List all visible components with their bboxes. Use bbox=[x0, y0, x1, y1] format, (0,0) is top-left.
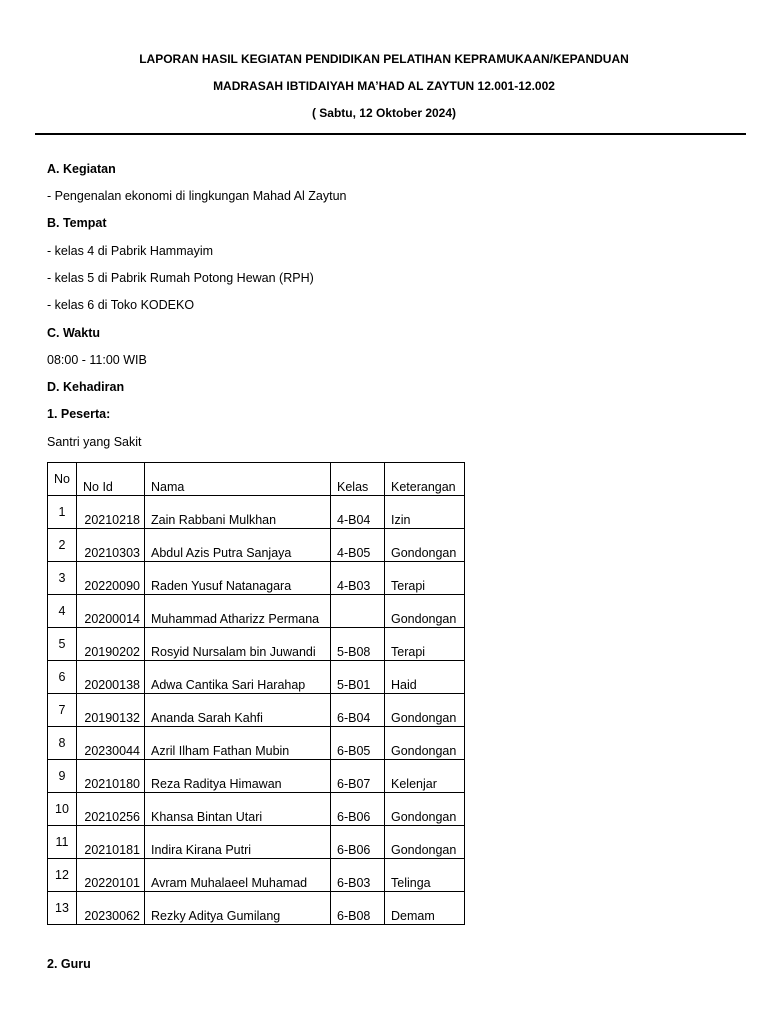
row-no: 12 bbox=[48, 859, 77, 892]
report-title: LAPORAN HASIL KEGIATAN PENDIDIKAN PELATIHAN KEPRAMUKAAN/KEPANDUAN bbox=[139, 52, 629, 66]
row-keterangan: Izin bbox=[385, 496, 465, 529]
row-kelas: 4-B05 bbox=[331, 529, 385, 562]
section-b-item: - kelas 6 di Toko KODEKO bbox=[47, 298, 195, 312]
row-nama: Avram Muhalaeel Muhamad bbox=[145, 859, 331, 892]
row-keterangan: Gondongan bbox=[385, 727, 465, 760]
row-keterangan: Gondongan bbox=[385, 529, 465, 562]
row-nama: Raden Yusuf Natanagara bbox=[145, 562, 331, 595]
row-id: 20200014 bbox=[77, 595, 145, 628]
table-row bbox=[48, 661, 465, 694]
section-c-item: 08:00 - 11:00 WIB bbox=[47, 353, 147, 367]
table-row bbox=[48, 694, 465, 727]
row-keterangan: Kelenjar bbox=[385, 760, 465, 793]
row-keterangan: Terapi bbox=[385, 628, 465, 661]
row-kelas: 4-B04 bbox=[331, 496, 385, 529]
row-kelas: 5-B01 bbox=[331, 661, 385, 694]
section-a-heading: A. Kegiatan bbox=[47, 162, 116, 176]
row-id: 20210180 bbox=[77, 760, 145, 793]
row-no: 6 bbox=[48, 661, 77, 694]
row-id: 20210218 bbox=[77, 496, 145, 529]
row-keterangan: Telinga bbox=[385, 859, 465, 892]
table-row bbox=[48, 826, 465, 859]
row-no: 13 bbox=[48, 892, 77, 925]
sick-students-label: Santri yang Sakit bbox=[47, 435, 142, 449]
row-nama: Zain Rabbani Mulkhan bbox=[145, 496, 331, 529]
report-date: ( Sabtu, 12 Oktober 2024) bbox=[311, 106, 457, 120]
row-no: 11 bbox=[48, 826, 77, 859]
row-id: 20200138 bbox=[77, 661, 145, 694]
row-nama: Reza Raditya Himawan bbox=[145, 760, 331, 793]
row-kelas: 6-B03 bbox=[331, 859, 385, 892]
row-keterangan: Demam bbox=[385, 892, 465, 925]
row-nama: Adwa Cantika Sari Harahap bbox=[145, 661, 331, 694]
row-keterangan: Gondongan bbox=[385, 826, 465, 859]
table-header-row bbox=[48, 463, 465, 496]
table-row bbox=[48, 628, 465, 661]
row-kelas: 4-B03 bbox=[331, 562, 385, 595]
row-nama: Rosyid Nursalam bin Juwandi bbox=[145, 628, 331, 661]
table-row bbox=[48, 892, 465, 925]
row-no: 9 bbox=[48, 760, 77, 793]
row-id: 20210303 bbox=[77, 529, 145, 562]
row-id: 20210181 bbox=[77, 826, 145, 859]
row-id: 20230062 bbox=[77, 892, 145, 925]
row-keterangan: Gondongan bbox=[385, 694, 465, 727]
row-no: 4 bbox=[48, 595, 77, 628]
row-keterangan: Gondongan bbox=[385, 595, 465, 628]
row-id: 20230044 bbox=[77, 727, 145, 760]
row-kelas: 6-B06 bbox=[331, 826, 385, 859]
header-id: No Id bbox=[77, 463, 145, 496]
row-nama: Ananda Sarah Kahfi bbox=[145, 694, 331, 727]
row-kelas: 6-B08 bbox=[331, 892, 385, 925]
table-row bbox=[48, 496, 465, 529]
row-keterangan: Gondongan bbox=[385, 793, 465, 826]
header-divider bbox=[35, 133, 746, 135]
teachers-heading: 2. Guru bbox=[47, 957, 91, 971]
row-kelas: 6-B06 bbox=[331, 793, 385, 826]
row-no: 2 bbox=[48, 529, 77, 562]
row-id: 20220090 bbox=[77, 562, 145, 595]
header-nama: Nama bbox=[145, 463, 331, 496]
row-no: 5 bbox=[48, 628, 77, 661]
table-row bbox=[48, 595, 465, 628]
table-row bbox=[48, 859, 465, 892]
section-d-heading: D. Kehadiran bbox=[47, 380, 125, 394]
table-row bbox=[48, 760, 465, 793]
row-id: 20210256 bbox=[77, 793, 145, 826]
header-no: No bbox=[48, 463, 77, 496]
row-keterangan: Haid bbox=[385, 661, 465, 694]
row-kelas: 6-B04 bbox=[331, 694, 385, 727]
school-name: MADRASAH IBTIDAIYAH MA’HAD AL ZAYTUN 12.001-12.002 bbox=[213, 79, 555, 93]
row-kelas bbox=[331, 595, 385, 628]
table-row bbox=[48, 529, 465, 562]
row-kelas: 6-B05 bbox=[331, 727, 385, 760]
row-nama: Muhammad Atharizz Permana bbox=[145, 595, 331, 628]
row-no: 8 bbox=[48, 727, 77, 760]
section-a-item: - Pengenalan ekonomi di lingkungan Mahad Al Zaytun bbox=[47, 189, 347, 203]
header-kelas: Kelas bbox=[331, 463, 385, 496]
row-nama: Azril Ilham Fathan Mubin bbox=[145, 727, 331, 760]
row-nama: Abdul Azis Putra Sanjaya bbox=[145, 529, 331, 562]
row-kelas: 5-B08 bbox=[331, 628, 385, 661]
row-nama: Indira Kirana Putri bbox=[145, 826, 331, 859]
row-id: 20220101 bbox=[77, 859, 145, 892]
row-no: 3 bbox=[48, 562, 77, 595]
section-b-item: - kelas 4 di Pabrik Hammayim bbox=[47, 244, 214, 258]
table-row bbox=[48, 793, 465, 826]
sick-students-table bbox=[47, 462, 465, 925]
row-no: 7 bbox=[48, 694, 77, 727]
section-b-heading: B. Tempat bbox=[47, 216, 107, 230]
row-id: 20190132 bbox=[77, 694, 145, 727]
row-nama: Rezky Aditya Gumilang bbox=[145, 892, 331, 925]
participants-heading: 1. Peserta: bbox=[47, 407, 111, 421]
row-id: 20190202 bbox=[77, 628, 145, 661]
table-row bbox=[48, 562, 465, 595]
section-c-heading: C. Waktu bbox=[47, 326, 101, 340]
row-keterangan: Terapi bbox=[385, 562, 465, 595]
section-b-item: - kelas 5 di Pabrik Rumah Potong Hewan (RPH) bbox=[47, 271, 314, 285]
table-row bbox=[48, 727, 465, 760]
header-keterangan: Keterangan bbox=[385, 463, 465, 496]
row-nama: Khansa Bintan Utari bbox=[145, 793, 331, 826]
row-kelas: 6-B07 bbox=[331, 760, 385, 793]
row-no: 10 bbox=[48, 793, 77, 826]
row-no: 1 bbox=[48, 496, 77, 529]
